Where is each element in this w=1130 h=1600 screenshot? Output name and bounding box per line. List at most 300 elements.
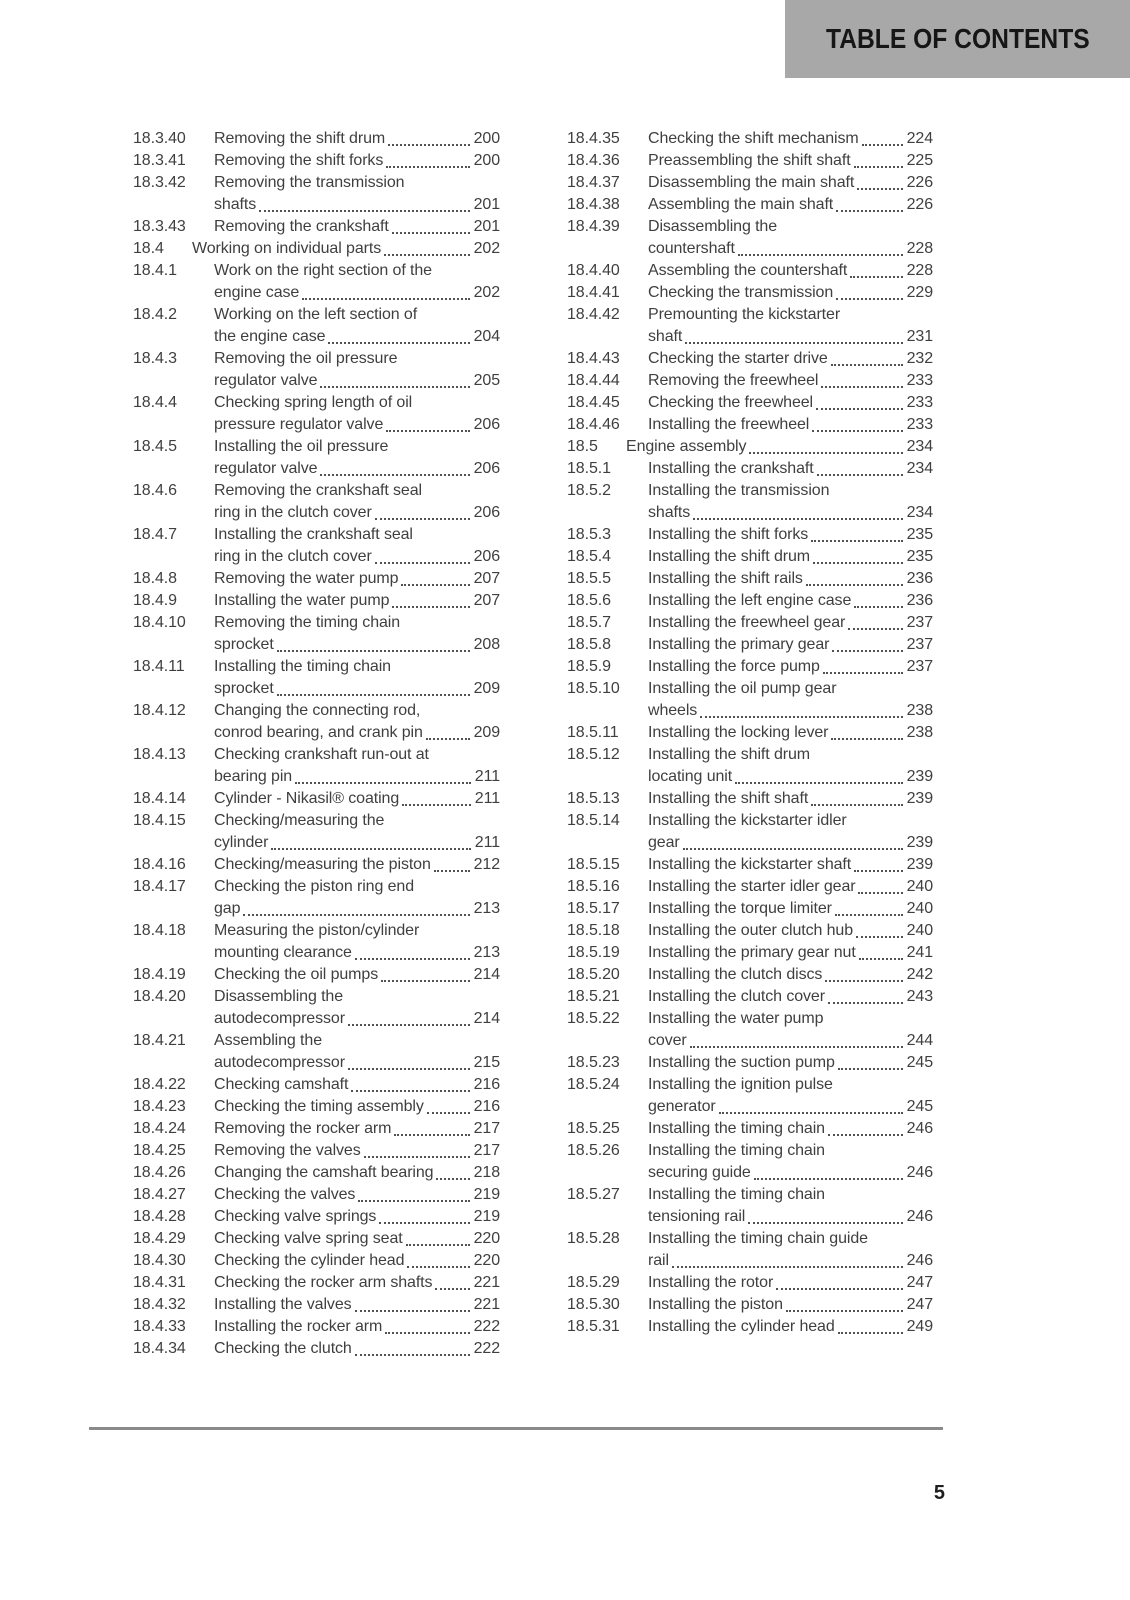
dot-leader	[436, 1176, 469, 1180]
dot-leader	[427, 1110, 470, 1114]
toc-entry-number: 18.5.26	[567, 1142, 620, 1159]
toc-entry-body	[648, 524, 933, 546]
dot-leader	[828, 1132, 903, 1136]
toc-entry-last-line	[214, 370, 500, 392]
toc-entry-body	[214, 656, 500, 700]
toc-entry-page-number: 201	[473, 218, 500, 235]
toc-entry-title-line: securing guide	[648, 1164, 751, 1181]
toc-entry-title-line: Installing the valves	[214, 1296, 352, 1313]
toc-entry	[567, 392, 933, 414]
toc-entry-title-line: Installing the clutch discs	[648, 966, 823, 983]
dot-leader	[320, 384, 469, 388]
toc-entry-number: 18.4.17	[133, 878, 186, 895]
toc-entry-title-line: Installing the transmission	[648, 482, 830, 499]
toc-entry-title-line: Installing the locking lever	[648, 724, 829, 741]
toc-entry-page-number: 213	[473, 900, 500, 917]
toc-entry-number: 18.5.29	[567, 1274, 620, 1291]
toc-entry-page-number: 233	[906, 372, 933, 389]
toc-entry-title-line: Removing the timing chain	[214, 614, 401, 631]
toc-entry-last-line	[214, 1118, 500, 1140]
toc-entry-title-line: Cylinder - Nikasil® coating	[214, 790, 400, 807]
toc-entry	[567, 1228, 933, 1272]
toc-entry-body	[214, 744, 500, 788]
toc-entry-body	[214, 172, 500, 216]
toc-entry-number: 18.4.8	[133, 570, 177, 587]
toc-entry-body	[648, 128, 933, 150]
toc-entry-last-line	[648, 1272, 933, 1294]
toc-entry-page-number: 243	[906, 988, 933, 1005]
toc-entry-body	[648, 458, 933, 480]
toc-entry	[567, 964, 933, 986]
toc-entry-body	[648, 568, 933, 590]
toc-entry-title-line: Installing the timing chain	[648, 1120, 825, 1137]
toc-entry-last-line	[648, 260, 933, 282]
toc-entry-page-number: 228	[906, 240, 933, 257]
toc-entry-title-line: engine case	[214, 284, 300, 301]
toc-entry-body	[214, 436, 500, 480]
toc-entry-number: 18.5.11	[567, 724, 619, 741]
toc-entry-title-line: conrod bearing, and crank pin	[214, 724, 423, 741]
toc-entry-number: 18.4.33	[133, 1318, 186, 1335]
toc-entry	[133, 524, 500, 568]
toc-entry-title-line: bearing pin	[214, 768, 293, 785]
toc-entry-number: 18.5.21	[567, 988, 620, 1005]
toc-entry-number: 18.4.12	[133, 702, 186, 719]
dot-leader	[271, 846, 470, 850]
toc-entry-title-line: Installing the left engine case	[648, 592, 852, 609]
toc-entry-last-line	[214, 282, 500, 304]
toc-entry-body	[214, 392, 500, 436]
dot-leader	[375, 516, 470, 520]
dot-leader	[823, 670, 903, 674]
toc-entry-page-number: 233	[906, 394, 933, 411]
toc-entry-number: 18.4.31	[133, 1274, 186, 1291]
toc-entry-number: 18.4.34	[133, 1340, 186, 1357]
toc-entry-body	[214, 568, 500, 590]
toc-entry	[567, 458, 933, 480]
toc-entry-number: 18.4.7	[133, 526, 177, 543]
toc-entry-last-line	[648, 128, 933, 150]
toc-entry-title-line: cover	[648, 1032, 687, 1049]
toc-entry-body	[214, 216, 500, 238]
toc-columns	[133, 128, 933, 1360]
toc-entry-title-line: Installing the water pump	[214, 592, 390, 609]
toc-entry-title-line: sprocket	[214, 636, 274, 653]
dot-leader	[813, 560, 903, 564]
toc-entry	[567, 986, 933, 1008]
toc-entry-page-number: 211	[474, 768, 500, 785]
toc-entry-number: 18.5.8	[567, 636, 611, 653]
toc-entry-page-number: 220	[473, 1230, 500, 1247]
toc-entry-body	[648, 986, 933, 1008]
toc-entry-last-line	[214, 1250, 500, 1272]
toc-entry-title-line: Installing the crankshaft	[648, 460, 814, 477]
toc-entry-title-line: Checking valve spring seat	[214, 1230, 403, 1247]
toc-entry	[567, 260, 933, 282]
toc-entry-title-line: Checking the clutch	[214, 1340, 352, 1357]
toc-entry-page-number: 226	[906, 196, 933, 213]
toc-entry-body	[214, 1030, 500, 1074]
toc-entry-page-number: 205	[473, 372, 500, 389]
toc-entry	[133, 1118, 500, 1140]
dot-leader	[685, 340, 902, 344]
toc-entry	[567, 744, 933, 788]
toc-entry-page-number: 247	[906, 1274, 933, 1291]
toc-entry	[133, 986, 500, 1030]
toc-entry	[567, 436, 933, 458]
toc-entry-page-number: 234	[906, 460, 933, 477]
toc-entry	[133, 656, 500, 700]
toc-entry	[133, 392, 500, 436]
dot-leader	[854, 868, 902, 872]
toc-entry-last-line	[648, 502, 933, 524]
toc-entry-page-number: 209	[473, 724, 500, 741]
toc-entry-title-line: tensioning rail	[648, 1208, 746, 1225]
toc-entry-number: 18.5.23	[567, 1054, 620, 1071]
toc-entry-number: 18.4.18	[133, 922, 186, 939]
toc-entry-page-number: 244	[906, 1032, 933, 1049]
header-banner	[785, 0, 1130, 78]
toc-entry-last-line	[648, 1052, 933, 1074]
toc-entry-page-number: 235	[906, 548, 933, 565]
toc-entry	[133, 260, 500, 304]
toc-entry	[133, 1184, 500, 1206]
toc-entry-last-line	[648, 326, 933, 348]
toc-entry-number: 18.5.13	[567, 790, 620, 807]
toc-entry-body	[214, 1074, 500, 1096]
toc-entry-last-line	[648, 1206, 933, 1228]
dot-leader	[817, 472, 903, 476]
toc-entry-page-number: 226	[906, 174, 933, 191]
dot-leader	[259, 208, 470, 212]
toc-entry-body	[214, 1096, 500, 1118]
toc-entry-page-number: 208	[473, 636, 500, 653]
toc-entry-title-line: Checking/measuring the	[214, 812, 385, 829]
toc-entry-title-line: Checking the rocker arm shafts	[214, 1274, 433, 1291]
dot-leader	[364, 1154, 470, 1158]
toc-entry	[133, 590, 500, 612]
toc-entry-page-number: 215	[473, 1054, 500, 1071]
toc-entry-body	[214, 1162, 500, 1184]
dot-leader	[384, 252, 469, 256]
toc-entry	[133, 700, 500, 744]
toc-entry-page-number: 213	[473, 944, 500, 961]
toc-entry-body	[648, 1052, 933, 1074]
toc-entry-last-line	[648, 788, 933, 810]
toc-entry-number: 18.5.16	[567, 878, 620, 895]
toc-entry-page-number: 221	[473, 1274, 500, 1291]
dot-leader	[857, 186, 902, 190]
toc-entry	[133, 964, 500, 986]
toc-entry-body	[648, 1294, 933, 1316]
toc-entry-number: 18.4.2	[133, 306, 177, 323]
toc-entry-page-number: 239	[906, 834, 933, 851]
toc-entry-last-line	[214, 194, 500, 216]
toc-entry-page-number: 200	[473, 130, 500, 147]
dot-leader	[392, 230, 470, 234]
toc-entry	[567, 590, 933, 612]
toc-entry-body	[648, 1316, 933, 1338]
toc-entry-last-line	[214, 1052, 500, 1074]
toc-entry	[567, 1008, 933, 1052]
toc-entry-page-number: 233	[906, 416, 933, 433]
toc-entry-last-line	[214, 1228, 500, 1250]
dot-leader	[394, 1132, 469, 1136]
toc-entry	[567, 1272, 933, 1294]
dot-leader	[435, 1286, 469, 1290]
toc-entry-last-line	[214, 832, 500, 854]
toc-entry-body	[648, 480, 933, 524]
toc-entry-number: 18.4.26	[133, 1164, 186, 1181]
toc-entry-body	[214, 150, 500, 172]
toc-entry	[133, 1162, 500, 1184]
toc-entry-body	[214, 612, 500, 656]
toc-entry-title-line: Removing the crankshaft	[214, 218, 389, 235]
toc-entry-page-number: 245	[906, 1098, 933, 1115]
toc-entry-title-line: Checking the piston ring end	[214, 878, 414, 895]
toc-entry-body	[648, 722, 933, 744]
toc-entry-last-line	[648, 1118, 933, 1140]
toc-entry-title-line: Engine assembly	[626, 438, 747, 455]
toc-entry-last-line	[648, 370, 933, 392]
toc-entry-number: 18.4.30	[133, 1252, 186, 1269]
dot-leader	[351, 1088, 469, 1092]
toc-entry	[567, 568, 933, 590]
toc-entry-body	[648, 282, 933, 304]
toc-entry-last-line	[648, 832, 933, 854]
toc-entry-last-line	[214, 1272, 500, 1294]
toc-entry-page-number: 217	[473, 1142, 500, 1159]
toc-entry-page-number: 234	[906, 438, 933, 455]
toc-entry	[133, 920, 500, 964]
toc-entry-title-line: Working on individual parts	[192, 240, 382, 257]
toc-entry-number: 18.4.3	[133, 350, 177, 367]
toc-entry-title-line: shaft	[648, 328, 683, 345]
toc-entry	[133, 1294, 500, 1316]
toc-entry-last-line	[648, 612, 933, 634]
toc-entry-title-line: Removing the shift forks	[214, 152, 384, 169]
toc-entry-title-line: Installing the ignition pulse	[648, 1076, 833, 1093]
toc-entry	[567, 194, 933, 216]
toc-entry-body	[648, 1118, 933, 1140]
toc-entry-number: 18.5.3	[567, 526, 611, 543]
toc-entry-last-line	[648, 1096, 933, 1118]
toc-entry-number: 18.4.19	[133, 966, 186, 983]
toc-entry-number: 18.4.10	[133, 614, 186, 631]
toc-entry-title-line: Removing the rocker arm	[214, 1120, 392, 1137]
toc-entry-page-number: 246	[906, 1164, 933, 1181]
toc-entry-page-number: 206	[473, 548, 500, 565]
toc-entry-body	[214, 810, 500, 854]
toc-entry-last-line	[648, 172, 933, 194]
toc-entry-body	[648, 260, 933, 282]
toc-entry-title-line: locating unit	[648, 768, 733, 785]
toc-entry	[133, 810, 500, 854]
toc-entry-title-line: Installing the timing chain guide	[648, 1230, 868, 1247]
toc-entry-body	[648, 348, 933, 370]
toc-entry-title-line: Installing the oil pump gear	[648, 680, 837, 697]
toc-entry-title-line: Installing the starter idler gear	[648, 878, 856, 895]
toc-entry-number: 18.4.42	[567, 306, 620, 323]
dot-leader	[838, 1330, 903, 1334]
toc-entry-number: 18.5.18	[567, 922, 620, 939]
toc-entry-page-number: 235	[906, 526, 933, 543]
toc-entry-title-line: Installing the freewheel gear	[648, 614, 846, 631]
dot-leader	[806, 582, 903, 586]
toc-entry-page-number: 242	[906, 966, 933, 983]
toc-entry-body	[648, 1228, 933, 1272]
toc-entry-number: 18.4.9	[133, 592, 177, 609]
toc-entry-number: 18.4.27	[133, 1186, 186, 1203]
toc-entry	[567, 656, 933, 678]
toc-entry-page-number: 247	[906, 1296, 933, 1313]
toc-entry	[133, 854, 500, 876]
toc-entry-page-number: 219	[473, 1208, 500, 1225]
toc-entry-last-line	[648, 546, 933, 568]
toc-entry-number: 18.4	[133, 240, 164, 257]
dot-leader	[355, 1352, 470, 1356]
toc-entry-body	[214, 876, 500, 920]
toc-entry-number: 18.3.43	[133, 218, 186, 235]
toc-entry-last-line	[648, 898, 933, 920]
toc-entry	[567, 172, 933, 194]
toc-entry-body	[648, 810, 933, 854]
toc-entry	[133, 436, 500, 480]
toc-entry-page-number: 202	[473, 284, 500, 301]
toc-entry-title-line: Installing the piston	[648, 1296, 783, 1313]
toc-entry-page-number: 204	[473, 328, 500, 345]
toc-entry-last-line	[648, 238, 933, 260]
toc-entry-title-line: Checking camshaft	[214, 1076, 349, 1093]
toc-entry-body	[648, 216, 933, 260]
toc-entry	[567, 524, 933, 546]
toc-entry-title-line: Installing the water pump	[648, 1010, 824, 1027]
toc-entry	[567, 1140, 933, 1184]
toc-entry-body	[648, 1272, 933, 1294]
toc-entry	[133, 788, 500, 810]
toc-entry-last-line	[648, 854, 933, 876]
toc-entry-page-number: 216	[473, 1098, 500, 1115]
toc-entry-page-number: 206	[473, 504, 500, 521]
toc-entry-number: 18.4.11	[133, 658, 185, 675]
toc-entry	[567, 1294, 933, 1316]
toc-entry-last-line	[648, 722, 933, 744]
toc-entry-last-line	[214, 150, 500, 172]
toc-entry-number: 18.5.12	[567, 746, 620, 763]
toc-entry	[133, 172, 500, 216]
dot-leader	[320, 472, 469, 476]
toc-entry	[567, 304, 933, 348]
toc-entry-number: 18.5.14	[567, 812, 620, 829]
toc-entry-number: 18.5.17	[567, 900, 620, 917]
dot-leader	[831, 362, 903, 366]
toc-entry-title-line: Disassembling the	[648, 218, 778, 235]
toc-entry-body	[648, 920, 933, 942]
toc-entry-number: 18.4.43	[567, 350, 620, 367]
toc-entry-title-line: Installing the primary gear	[648, 636, 830, 653]
dot-leader	[838, 1066, 903, 1070]
toc-entry-title-line: autodecompressor	[214, 1010, 345, 1027]
toc-entry-number: 18.5.24	[567, 1076, 620, 1093]
dot-leader	[719, 1110, 903, 1114]
toc-entry-title-line: ring in the clutch cover	[214, 504, 372, 521]
toc-entry-body	[648, 194, 933, 216]
toc-entry	[133, 568, 500, 590]
toc-entry-title-line: Installing the timing chain	[648, 1186, 825, 1203]
toc-entry-title-line: pressure regulator valve	[214, 416, 384, 433]
toc-entry-title-line: Changing the connecting rod,	[214, 702, 421, 719]
toc-entry-title-line: countershaft	[648, 240, 735, 257]
toc-entry-page-number: 207	[473, 570, 500, 587]
toc-entry	[133, 1206, 500, 1228]
toc-entry-last-line	[648, 1030, 933, 1052]
toc-entry-page-number: 220	[473, 1252, 500, 1269]
toc-entry	[133, 1338, 500, 1360]
dot-leader	[672, 1264, 903, 1268]
toc-entry-body	[214, 480, 500, 524]
toc-entry	[133, 480, 500, 524]
toc-entry-last-line	[214, 1338, 500, 1360]
toc-entry-title-line: wheels	[648, 702, 698, 719]
toc-entry-title-line: shafts	[214, 196, 257, 213]
toc-entry-number: 18.5.4	[567, 548, 611, 565]
toc-entry	[567, 678, 933, 722]
toc-entry-title-line: Disassembling the main shaft	[648, 174, 855, 191]
toc-entry-page-number: 211	[474, 790, 500, 807]
dot-leader	[836, 296, 902, 300]
dot-leader	[328, 340, 469, 344]
dot-leader	[355, 1308, 470, 1312]
toc-entry-last-line	[192, 238, 500, 260]
toc-entry-page-number: 218	[473, 1164, 500, 1181]
toc-entry-page-number: 236	[906, 570, 933, 587]
toc-entry-last-line	[214, 590, 500, 612]
toc-entry-title-line: Checking the valves	[214, 1186, 356, 1203]
toc-entry-title-line: Installing the rotor	[648, 1274, 774, 1291]
toc-entry-page-number: 224	[906, 130, 933, 147]
toc-entry-body	[648, 414, 933, 436]
toc-entry-number: 18.4.45	[567, 394, 620, 411]
toc-entry-number: 18.4.22	[133, 1076, 186, 1093]
toc-entry-title-line: Installing the rocker arm	[214, 1318, 383, 1335]
dot-leader	[348, 1066, 470, 1070]
dot-leader	[426, 736, 470, 740]
footer-page-number: 5	[933, 1482, 945, 1504]
toc-entry-last-line	[214, 1206, 500, 1228]
toc-entry-page-number: 238	[906, 724, 933, 741]
toc-entry	[567, 1052, 933, 1074]
toc-entry-number: 18.5.1	[567, 460, 611, 477]
dot-leader	[812, 428, 902, 432]
toc-entry-body	[214, 260, 500, 304]
toc-entry-last-line	[648, 942, 933, 964]
toc-entry-body	[214, 700, 500, 744]
dot-leader	[375, 560, 470, 564]
toc-entry	[133, 1096, 500, 1118]
toc-entry	[133, 348, 500, 392]
toc-entry-number: 18.4.1	[133, 262, 177, 279]
toc-entry-body	[648, 370, 933, 392]
toc-entry	[133, 216, 500, 238]
toc-entry-number: 18.4.20	[133, 988, 186, 1005]
dot-leader	[856, 934, 903, 938]
toc-entry-body	[648, 172, 933, 194]
toc-entry-page-number: 209	[473, 680, 500, 697]
dot-leader	[848, 626, 902, 630]
dot-leader	[683, 846, 903, 850]
toc-entry-title-line: gear	[648, 834, 680, 851]
toc-entry-title-line: Disassembling the	[214, 988, 344, 1005]
